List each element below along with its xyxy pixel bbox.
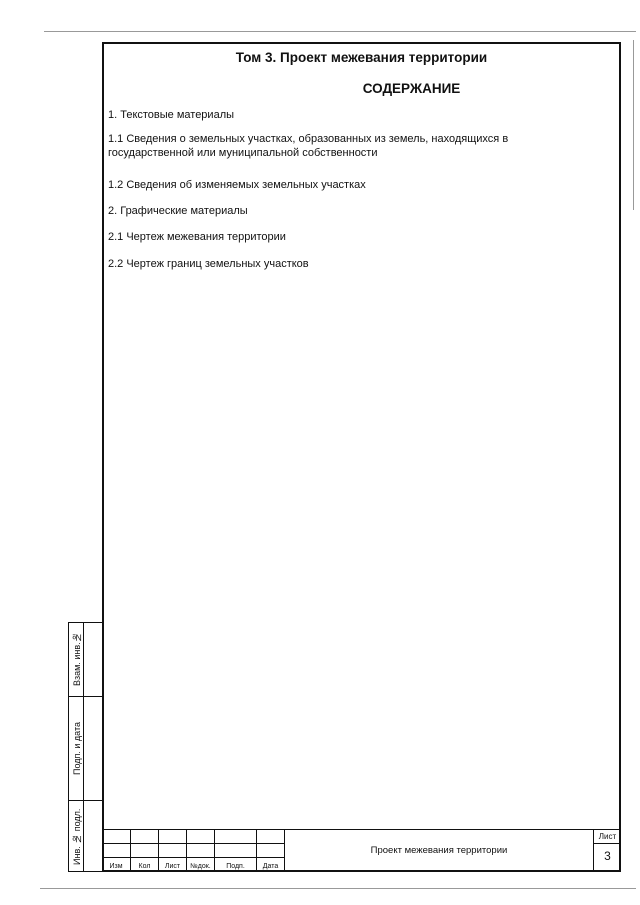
column-label-revision: Изм <box>109 863 123 870</box>
sidebar-cell-replacement <box>69 623 102 697</box>
column-label-sheet: Лист <box>164 863 181 870</box>
title-block <box>102 829 621 872</box>
scan-edge-bottom <box>40 888 636 889</box>
title-block-column <box>187 830 215 872</box>
column-label-doc-number: №док. <box>190 863 211 870</box>
column-label-signature: Подп. <box>226 863 245 870</box>
approval-sidebar <box>68 622 102 872</box>
document-frame <box>102 42 621 872</box>
scan-edge-right <box>633 40 634 210</box>
title-block-column <box>159 830 187 872</box>
sheet-number: 3 <box>604 849 611 863</box>
volume-title: Том 3. Проект межевания территории <box>235 50 488 65</box>
toc-item: 1.1 Сведения о земельных участках, образованных из земель, находящихся в государственной или муниципальной собственности <box>108 133 509 159</box>
title-block-column <box>215 830 257 872</box>
toc-item: 2.1 Чертеж межевания территории <box>108 231 286 243</box>
sidebar-cell-signature <box>69 697 102 801</box>
toc-item: 2.2 Чертеж границ земельных участков <box>108 258 309 270</box>
sheet-label: Лист <box>594 831 621 844</box>
column-label-date: Дата <box>262 863 279 870</box>
column-label-count: Кол <box>138 863 151 870</box>
sidebar-cell-original <box>69 801 102 873</box>
title-block-document-name: Проект межевания территории <box>370 845 508 856</box>
scan-edge-top <box>44 31 636 32</box>
title-block-column <box>131 830 159 872</box>
sidebar-label-signature-date: Подп. и дата <box>72 722 82 776</box>
toc-item: 2. Графические материалы <box>108 205 248 217</box>
sidebar-label-original-inventory: Инв. № подл. <box>72 808 82 866</box>
title-block-column <box>102 830 131 872</box>
sidebar-label-replacement-inventory: Взам. инв.№ <box>72 632 82 687</box>
toc-item: 1.2 Сведения об изменяемых земельных участках <box>108 179 366 191</box>
toc-heading: СОДЕРЖАНИЕ <box>362 81 461 96</box>
sheet-number-box <box>593 830 621 872</box>
title-block-column <box>257 830 285 872</box>
toc-item: 1. Текстовые материалы <box>108 109 235 121</box>
